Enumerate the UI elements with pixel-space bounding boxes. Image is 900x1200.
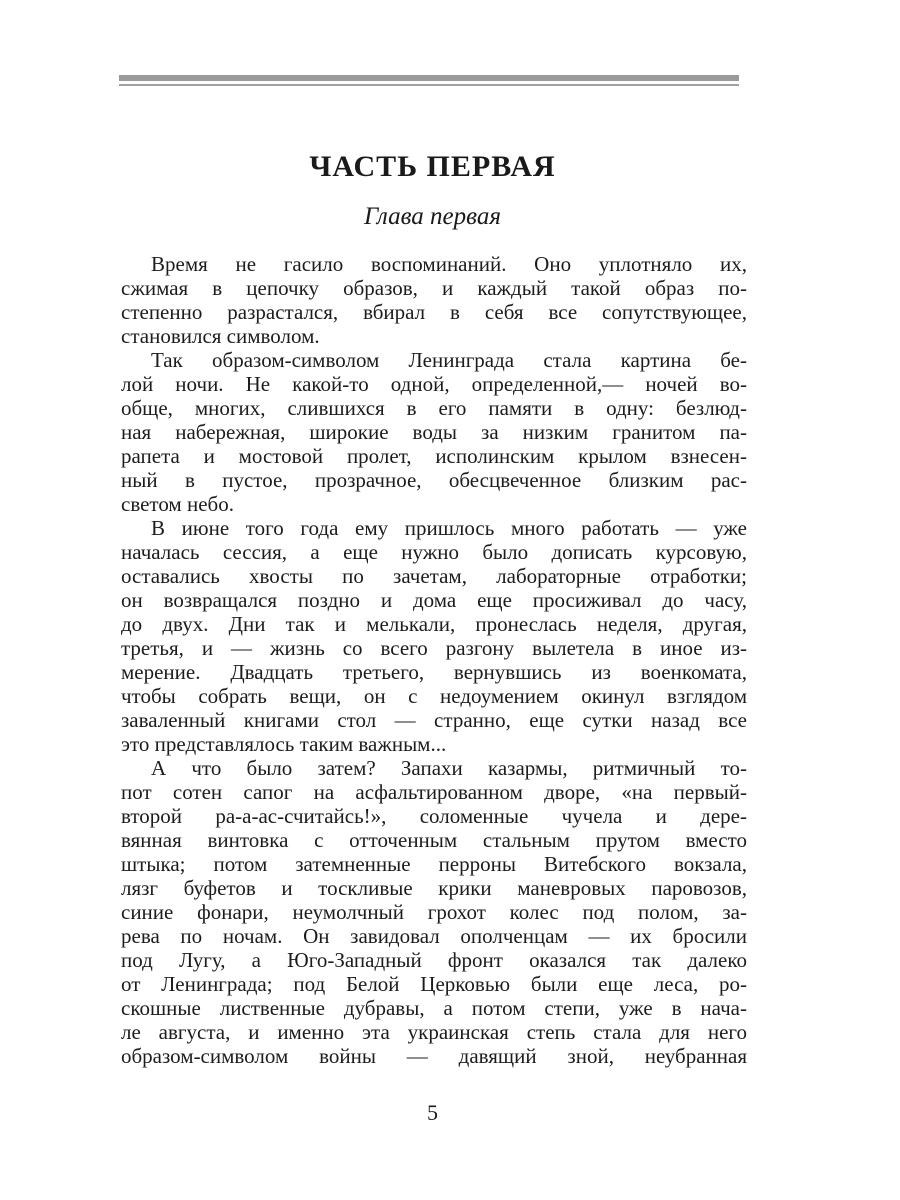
text-line: ный в пустое, прозрачное, обесцвеченное близким рас-	[121, 468, 747, 492]
text-line: светом небо.	[121, 492, 234, 516]
text-line: рапета и мостовой пролет, исполинским крылом взнесен-	[121, 444, 747, 468]
body-text	[121, 252, 747, 1068]
text-line: сжимая в цепочку образов, и каждый такой образ по-	[121, 276, 747, 300]
text-line: пот сотен сапог на асфальтированном дворе, «на первый-	[121, 780, 747, 804]
text-line: под Лугу, а Юго-Западный фронт оказался так далеко	[121, 948, 747, 972]
text-line: А что было затем? Запахи казармы, ритмичный то-	[151, 756, 747, 780]
text-line: оставались хвосты по зачетам, лабораторные отработки;	[121, 564, 747, 588]
text-line: синие фонари, неумолчный грохот колес под полом, за-	[121, 900, 747, 924]
page-number: 5	[427, 1100, 438, 1125]
text-line: вянная винтовка с отточенным стальным прутом вместо	[121, 828, 747, 852]
text-line: обще, многих, слившихся в его памяти в одну: безлюд-	[121, 396, 747, 420]
text-line: чтобы собрать вещи, он с недоумением окинул взглядом	[121, 684, 747, 708]
header-rule-thin-line	[119, 84, 739, 86]
text-line: от Ленинграда; под Белой Церковью были еще леса, ро-	[121, 972, 747, 996]
paragraph	[121, 516, 747, 756]
text-line: второй ра-а-ас-считайсь!», соломенные чучела и дере-	[121, 804, 747, 828]
text-line: Так образом-символом Ленинграда стала картина бе-	[151, 348, 747, 372]
header-rule	[119, 75, 739, 86]
text-line: до двух. Дни так и мелькали, пронеслась неделя, другая,	[121, 612, 747, 636]
text-line: рева по ночам. Он завидовал ополченцам — их бросили	[121, 924, 747, 948]
part-title: ЧАСТЬ ПЕРВАЯ	[309, 150, 556, 183]
header-rule-thick-bar	[119, 75, 739, 81]
text-line: мерение. Двадцать третьего, вернувшись из военкомата,	[121, 660, 747, 684]
paragraph	[121, 252, 747, 348]
text-line: становился символом.	[121, 324, 320, 348]
text-line: Время не гасило воспоминаний. Оно уплотняло их,	[151, 252, 747, 276]
text-line: ная набережная, широкие воды за низким гранитом па-	[121, 420, 747, 444]
chapter-title: Глава первая	[364, 203, 501, 230]
text-line: штыка; потом затемненные перроны Витебского вокзала,	[121, 852, 747, 876]
text-line: образом-символом войны — давящий зной, неубранная	[121, 1044, 747, 1068]
text-line: началась сессия, а еще нужно было дописать курсовую,	[121, 540, 747, 564]
text-line: В июне того года ему пришлось много работать — уже	[151, 516, 747, 540]
text-line: он возвращался поздно и дома еще просиживал до часу,	[121, 588, 747, 612]
text-line: степенно разрастался, вбирал в себя все сопутствующее,	[121, 300, 747, 324]
text-line: скошные лиственные дубравы, а потом степи, уже в нача-	[121, 996, 747, 1020]
text-line: третья, и — жизнь со всего разгону вылетела в иное из-	[121, 636, 747, 660]
paragraph	[121, 756, 747, 1068]
text-line: заваленный книгами стол — странно, еще сутки назад все	[121, 708, 747, 732]
text-line: это представлялось таким важным...	[121, 732, 447, 756]
text-line: ле августа, и именно эта украинская степь стала для него	[121, 1020, 747, 1044]
text-line: лой ночи. Не какой-то одной, определенной,— ночей во-	[121, 372, 747, 396]
paragraph	[121, 348, 747, 516]
text-line: лязг буфетов и тоскливые крики маневровых паровозов,	[121, 876, 747, 900]
